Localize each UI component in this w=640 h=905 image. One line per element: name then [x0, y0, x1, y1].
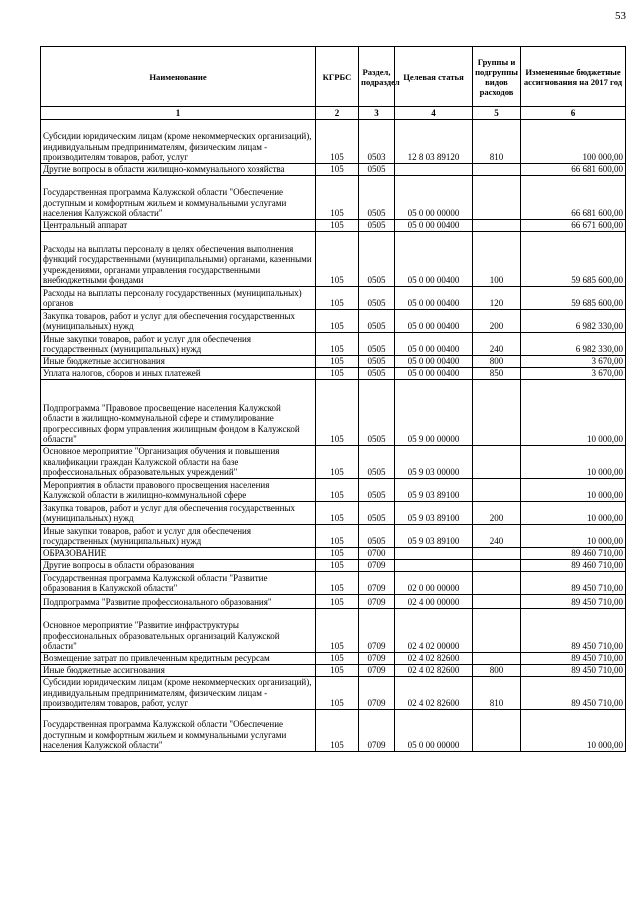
row-kgrbs: 105 [316, 571, 359, 594]
row-amount: 66 681 600,00 [521, 176, 626, 220]
table-row [41, 664, 626, 676]
row-amount: 10 000,00 [521, 446, 626, 479]
row-section: 0709 [359, 676, 395, 709]
table-row [41, 608, 626, 652]
header-target: Целевая статья [395, 47, 473, 107]
row-name: Иные закупки товаров, работ и услуг для обеспечения государственных (муниципальных) нужд [41, 524, 316, 547]
row-expense-group [473, 547, 521, 559]
row-name: Основное мероприятие "Развитие инфраструктуры профессиональных образовательных организаций Калужской области" [41, 608, 316, 652]
row-section: 0700 [359, 547, 395, 559]
row-kgrbs: 105 [316, 608, 359, 652]
row-target-article: 05 9 00 00000 [395, 380, 473, 446]
header-groups: Группы и подгруппы видов расходов [473, 47, 521, 107]
budget-table [40, 46, 626, 752]
row-section: 0505 [359, 446, 395, 479]
row-kgrbs: 105 [316, 220, 359, 232]
column-index: 1 [41, 107, 316, 120]
row-target-article: 05 0 00 00400 [395, 287, 473, 310]
row-expense-group [473, 164, 521, 176]
row-section: 0505 [359, 310, 395, 333]
row-name: ОБРАЗОВАНИЕ [41, 547, 316, 559]
row-amount: 89 450 710,00 [521, 571, 626, 594]
row-amount: 10 000,00 [521, 380, 626, 446]
row-expense-group: 200 [473, 501, 521, 524]
row-section: 0505 [359, 368, 395, 380]
table-row [41, 164, 626, 176]
row-kgrbs: 105 [316, 333, 359, 356]
table-row [41, 287, 626, 310]
row-expense-group [473, 380, 521, 446]
row-expense-group [473, 446, 521, 479]
row-section: 0505 [359, 220, 395, 232]
row-kgrbs: 105 [316, 176, 359, 220]
row-expense-group: 200 [473, 310, 521, 333]
row-kgrbs: 105 [316, 594, 359, 608]
row-name: Закупка товаров, работ и услуг для обеспечения государственных (муниципальных) нужд [41, 310, 316, 333]
row-target-article: 05 0 00 00400 [395, 310, 473, 333]
row-amount: 6 982 330,00 [521, 333, 626, 356]
row-section: 0505 [359, 356, 395, 368]
row-name: Государственная программа Калужской области "Обеспечение доступным и комфортным жильем и коммунальными услугами населения Калужской области" [41, 176, 316, 220]
row-name: Иные закупки товаров, работ и услуг для обеспечения государственных (муниципальных) нужд [41, 333, 316, 356]
row-kgrbs: 105 [316, 356, 359, 368]
row-kgrbs: 105 [316, 652, 359, 664]
row-expense-group [473, 176, 521, 220]
row-name: Субсидии юридическим лицам (кроме некоммерческих организаций), индивидуальным предпринимателям, физическим лицам - производителям товаров, работ, услуг [41, 676, 316, 709]
row-kgrbs: 105 [316, 524, 359, 547]
column-index-row [41, 107, 626, 120]
table-row [41, 594, 626, 608]
header-kgrbs: КГРБС [316, 47, 359, 107]
row-kgrbs: 105 [316, 368, 359, 380]
table-header [41, 47, 626, 120]
row-target-article: 02 4 02 82600 [395, 664, 473, 676]
row-target-article: 05 0 00 00000 [395, 176, 473, 220]
row-expense-group [473, 478, 521, 501]
row-kgrbs: 105 [316, 709, 359, 751]
header-name: Наименование [41, 47, 316, 107]
row-kgrbs: 105 [316, 676, 359, 709]
header-amount: Измененные бюджетные ассигнования на 2017 год [521, 47, 626, 107]
row-section: 0709 [359, 594, 395, 608]
row-amount: 66 681 600,00 [521, 164, 626, 176]
row-expense-group: 240 [473, 333, 521, 356]
row-expense-group [473, 571, 521, 594]
row-name: Основное мероприятие "Организация обучения и повышения квалификации граждан Калужской области на базе профессиональных образовательных учреждений" [41, 446, 316, 479]
row-amount: 3 670,00 [521, 368, 626, 380]
row-target-article: 05 9 03 89100 [395, 478, 473, 501]
row-amount: 89 450 710,00 [521, 664, 626, 676]
table-row [41, 709, 626, 751]
column-index: 4 [395, 107, 473, 120]
row-amount: 10 000,00 [521, 478, 626, 501]
row-kgrbs: 105 [316, 547, 359, 559]
row-target-article: 05 0 00 00400 [395, 356, 473, 368]
row-target-article: 05 9 03 89100 [395, 524, 473, 547]
row-kgrbs: 105 [316, 446, 359, 479]
row-kgrbs: 105 [316, 478, 359, 501]
row-target-article: 02 4 02 00000 [395, 608, 473, 652]
table-row [41, 380, 626, 446]
table-row [41, 356, 626, 368]
row-expense-group: 810 [473, 676, 521, 709]
row-section: 0505 [359, 524, 395, 547]
row-name: Возмещение затрат по привлеченным кредитным ресурсам [41, 652, 316, 664]
row-name: Другие вопросы в области жилищно-коммунального хозяйства [41, 164, 316, 176]
row-amount: 6 982 330,00 [521, 310, 626, 333]
row-amount: 3 670,00 [521, 356, 626, 368]
table-row [41, 333, 626, 356]
table-row [41, 652, 626, 664]
table-row [41, 220, 626, 232]
row-expense-group: 800 [473, 664, 521, 676]
row-amount: 66 671 600,00 [521, 220, 626, 232]
row-expense-group [473, 559, 521, 571]
row-name: Мероприятия в области правового просвещения населения Калужской области в жилищно-коммунальной сфере [41, 478, 316, 501]
row-name: Расходы на выплаты персоналу в целях обеспечения выполнения функций государственными (муниципальными) органами, казенными учреждениями, органами управления государственными внебюджетными фондами [41, 232, 316, 287]
table-row [41, 368, 626, 380]
table-body [41, 120, 626, 752]
column-index: 5 [473, 107, 521, 120]
page-number: 53 [615, 10, 626, 22]
row-target-article: 02 4 02 82600 [395, 676, 473, 709]
row-expense-group [473, 709, 521, 751]
row-kgrbs: 105 [316, 164, 359, 176]
row-target-article: 02 0 00 00000 [395, 571, 473, 594]
header-section: Раздел, подраздел [359, 47, 395, 107]
row-amount: 59 685 600,00 [521, 287, 626, 310]
row-name: Иные бюджетные ассигнования [41, 356, 316, 368]
table-row [41, 501, 626, 524]
row-kgrbs: 105 [316, 287, 359, 310]
column-index: 6 [521, 107, 626, 120]
row-amount: 89 450 710,00 [521, 594, 626, 608]
row-section: 0505 [359, 164, 395, 176]
row-target-article: 05 0 00 00400 [395, 220, 473, 232]
row-kgrbs: 105 [316, 232, 359, 287]
row-amount: 10 000,00 [521, 709, 626, 751]
row-kgrbs: 105 [316, 310, 359, 333]
row-section: 0505 [359, 232, 395, 287]
row-amount: 89 450 710,00 [521, 676, 626, 709]
row-amount: 10 000,00 [521, 524, 626, 547]
row-amount: 89 450 710,00 [521, 608, 626, 652]
table-row [41, 232, 626, 287]
row-section: 0505 [359, 380, 395, 446]
row-name: Государственная программа Калужской области "Обеспечение доступным и комфортным жильем и коммунальными услугами населения Калужской области" [41, 709, 316, 751]
row-kgrbs: 105 [316, 380, 359, 446]
row-expense-group: 120 [473, 287, 521, 310]
table-row [41, 310, 626, 333]
table-row [41, 547, 626, 559]
row-section: 0709 [359, 664, 395, 676]
row-expense-group: 100 [473, 232, 521, 287]
row-target-article: 05 0 00 00400 [395, 333, 473, 356]
row-section: 0709 [359, 559, 395, 571]
row-expense-group [473, 652, 521, 664]
row-expense-group: 240 [473, 524, 521, 547]
row-kgrbs: 105 [316, 664, 359, 676]
table-row [41, 176, 626, 220]
row-target-article: 05 0 00 00400 [395, 368, 473, 380]
row-name: Закупка товаров, работ и услуг для обеспечения государственных (муниципальных) нужд [41, 501, 316, 524]
row-section: 0709 [359, 652, 395, 664]
row-target-article: 05 9 03 00000 [395, 446, 473, 479]
row-target-article: 05 0 00 00400 [395, 232, 473, 287]
row-amount: 100 000,00 [521, 120, 626, 164]
table-row [41, 478, 626, 501]
row-kgrbs: 105 [316, 501, 359, 524]
row-kgrbs: 105 [316, 559, 359, 571]
column-index: 3 [359, 107, 395, 120]
table-row [41, 559, 626, 571]
row-target-article: 02 4 02 82600 [395, 652, 473, 664]
row-name: Подпрограмма "Правовое просвещение населения Калужской области в жилищно-коммунальной сфере и стимулирование прогрессивных форм управления жилищным фондом в Калужской области" [41, 380, 316, 446]
row-amount: 59 685 600,00 [521, 232, 626, 287]
row-expense-group [473, 594, 521, 608]
row-name: Субсидии юридическим лицам (кроме некоммерческих организаций), индивидуальным предпринимателям, физическим лицам - производителям товаров, работ, услуг [41, 120, 316, 164]
row-target-article: 12 8 03 89120 [395, 120, 473, 164]
row-name: Другие вопросы в области образования [41, 559, 316, 571]
row-target-article: 05 0 00 00000 [395, 709, 473, 751]
table-row [41, 524, 626, 547]
table-row [41, 676, 626, 709]
table-row [41, 571, 626, 594]
row-section: 0505 [359, 501, 395, 524]
table-row [41, 120, 626, 164]
row-expense-group: 800 [473, 356, 521, 368]
row-amount: 89 450 710,00 [521, 652, 626, 664]
row-expense-group: 810 [473, 120, 521, 164]
row-name: Иные бюджетные ассигнования [41, 664, 316, 676]
row-name: Центральный аппарат [41, 220, 316, 232]
row-target-article [395, 559, 473, 571]
row-section: 0709 [359, 709, 395, 751]
row-section: 0503 [359, 120, 395, 164]
row-name: Расходы на выплаты персоналу государственных (муниципальных) органов [41, 287, 316, 310]
row-section: 0505 [359, 287, 395, 310]
column-index: 2 [316, 107, 359, 120]
row-section: 0505 [359, 478, 395, 501]
row-target-article [395, 547, 473, 559]
row-section: 0505 [359, 176, 395, 220]
row-expense-group [473, 220, 521, 232]
row-section: 0505 [359, 333, 395, 356]
table-row [41, 446, 626, 479]
row-name: Подпрограмма "Развитие профессионального образования" [41, 594, 316, 608]
row-amount: 89 460 710,00 [521, 547, 626, 559]
row-section: 0709 [359, 608, 395, 652]
row-amount: 10 000,00 [521, 501, 626, 524]
row-name: Уплата налогов, сборов и иных платежей [41, 368, 316, 380]
row-expense-group: 850 [473, 368, 521, 380]
row-target-article: 05 9 03 89100 [395, 501, 473, 524]
row-target-article: 02 4 00 00000 [395, 594, 473, 608]
row-section: 0709 [359, 571, 395, 594]
row-amount: 89 460 710,00 [521, 559, 626, 571]
row-target-article [395, 164, 473, 176]
row-expense-group [473, 608, 521, 652]
row-kgrbs: 105 [316, 120, 359, 164]
row-name: Государственная программа Калужской области "Развитие образования в Калужской области" [41, 571, 316, 594]
